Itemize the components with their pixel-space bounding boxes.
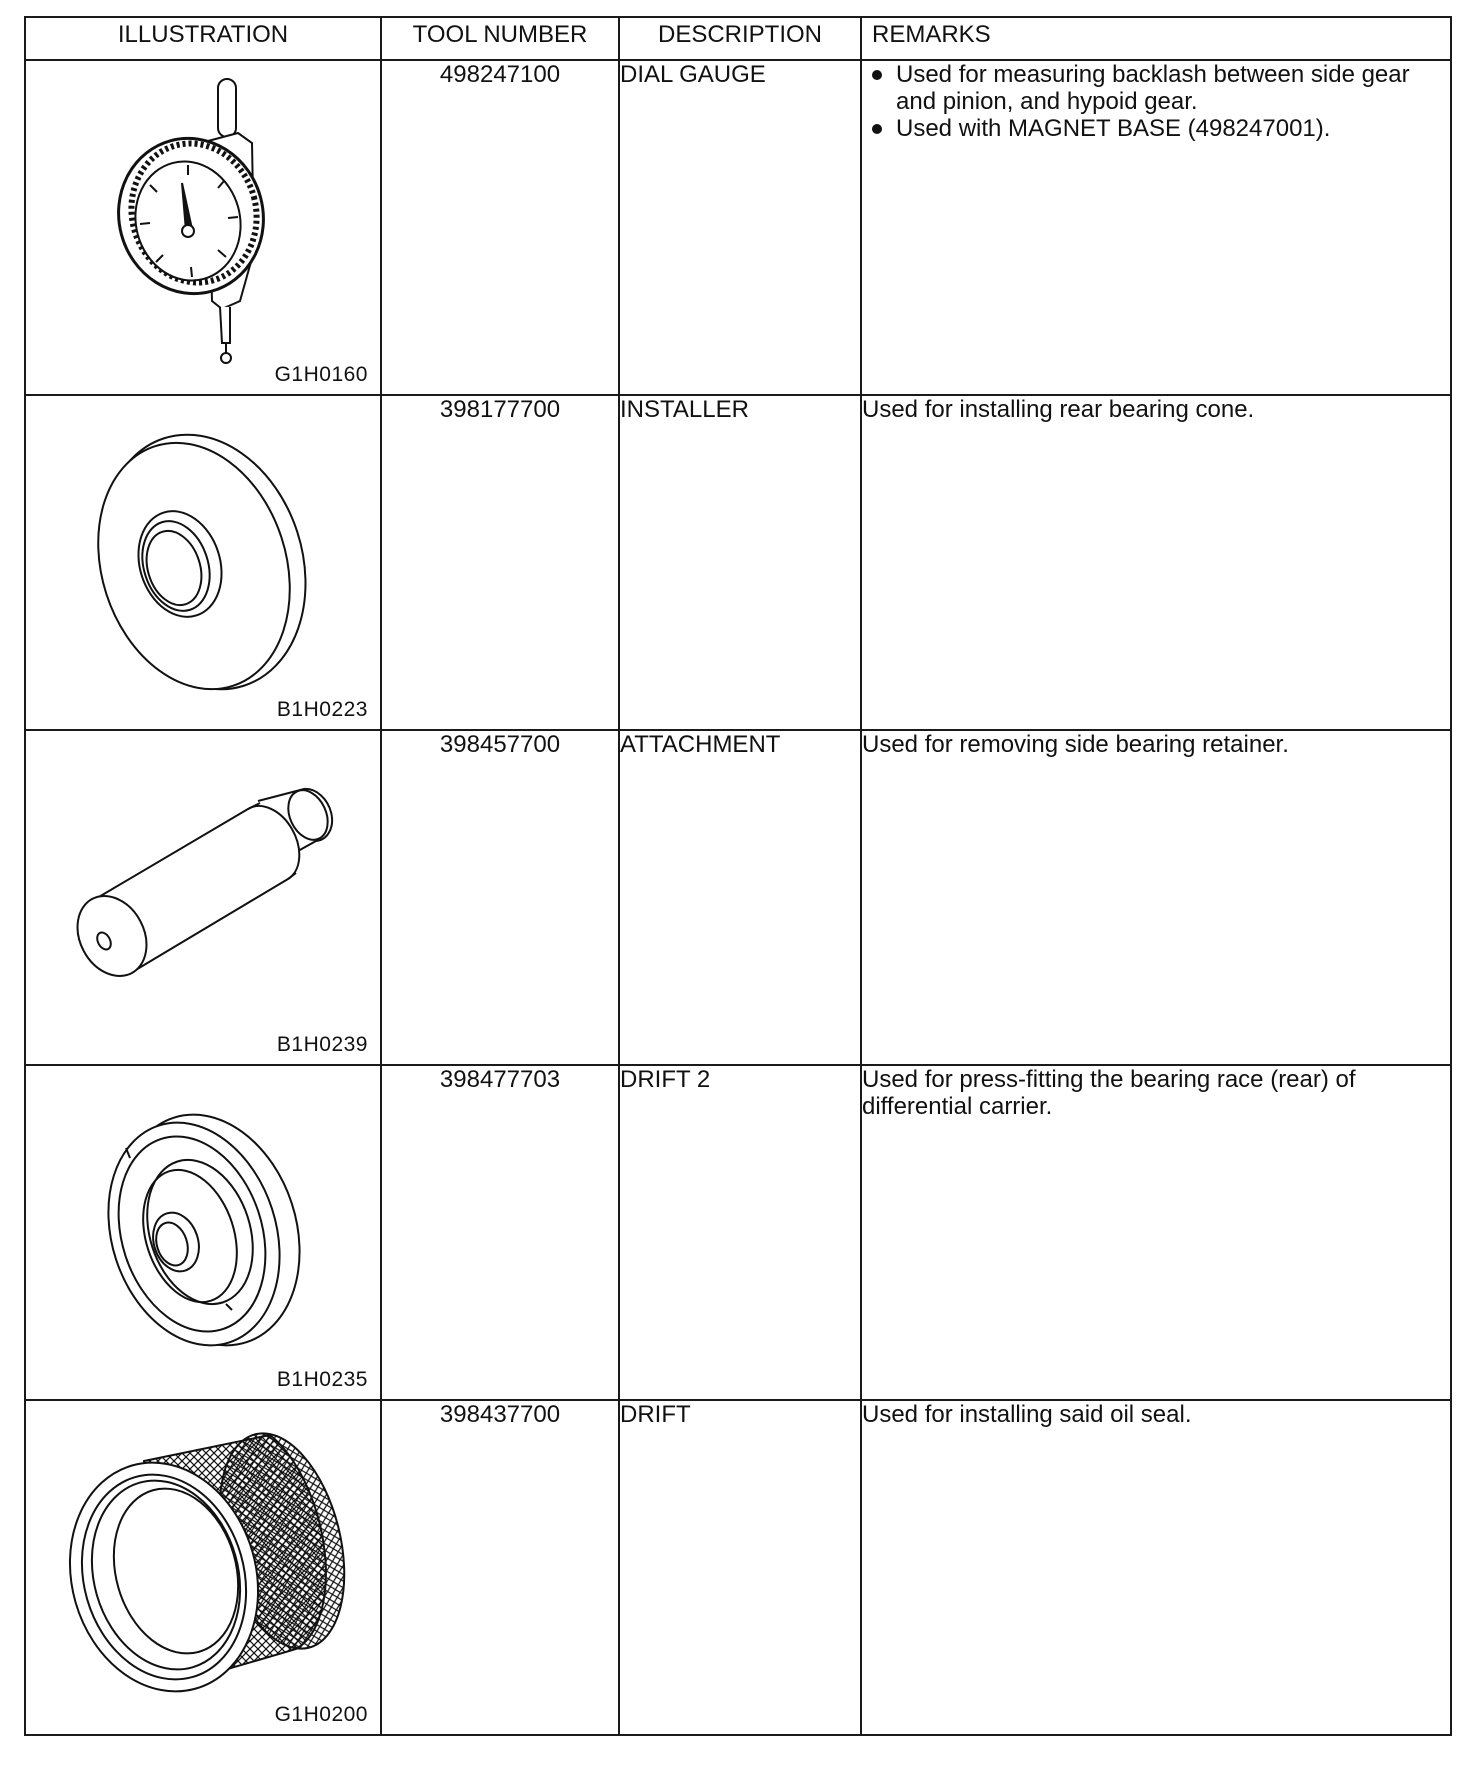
tool-description: ATTACHMENT	[619, 730, 861, 1065]
tool-remarks: Used for removing side bearing retainer.	[861, 730, 1451, 1065]
tool-description: DRIFT 2	[619, 1065, 861, 1400]
illustration-cell	[25, 730, 381, 1065]
tool-remarks: Used for installing rear bearing cone.	[861, 395, 1451, 730]
illustration-code: G1H0160	[274, 363, 368, 386]
bullet-icon	[872, 124, 882, 134]
illustration-cell	[25, 395, 381, 730]
header-tool-number: TOOL NUMBER	[381, 17, 619, 60]
tool-number: 398457700	[381, 730, 619, 1065]
attachment-icon	[26, 731, 382, 1064]
tool-remarks: Used for press-fitting the bearing race (rear) of differential carrier.	[861, 1065, 1451, 1400]
header-description: DESCRIPTION	[619, 17, 861, 60]
tool-number: 498247100	[381, 60, 619, 395]
table-row	[25, 1065, 1451, 1400]
tool-description: INSTALLER	[619, 395, 861, 730]
table-row	[25, 1400, 1451, 1735]
bullet-icon	[872, 70, 882, 80]
illustration-code: B1H0235	[276, 1368, 368, 1391]
illustration-cell	[25, 1065, 381, 1400]
tool-number: 398177700	[381, 395, 619, 730]
illustration-code: G1H0200	[274, 1703, 368, 1726]
remarks-list-item: Used with MAGNET BASE (498247001).	[862, 115, 1450, 142]
tool-description: DRIFT	[619, 1400, 861, 1735]
remarks-list	[862, 61, 1450, 142]
header-illustration: ILLUSTRATION	[25, 17, 381, 60]
installer-icon	[26, 396, 382, 729]
tool-number: 398477703	[381, 1065, 619, 1400]
illustration-cell	[25, 60, 381, 395]
illustration-code: B1H0239	[276, 1033, 368, 1056]
illustration-cell	[25, 1400, 381, 1735]
dial-gauge-icon	[26, 61, 382, 394]
tool-description: DIAL GAUGE	[619, 60, 861, 395]
tool-remarks	[861, 60, 1451, 395]
remarks-list-item: Used for measuring backlash between side gear and pinion, and hypoid gear.	[862, 61, 1450, 115]
table-header-row	[25, 17, 1451, 60]
drift-2-icon	[26, 1066, 382, 1399]
tool-number: 398437700	[381, 1400, 619, 1735]
table-row	[25, 395, 1451, 730]
special-tools-table	[24, 16, 1452, 1736]
table-row	[25, 60, 1451, 395]
header-remarks: REMARKS	[861, 17, 1451, 60]
illustration-code: B1H0223	[276, 698, 368, 721]
table-row	[25, 730, 1451, 1065]
drift-icon	[26, 1401, 382, 1734]
tool-remarks: Used for installing said oil seal.	[861, 1400, 1451, 1735]
